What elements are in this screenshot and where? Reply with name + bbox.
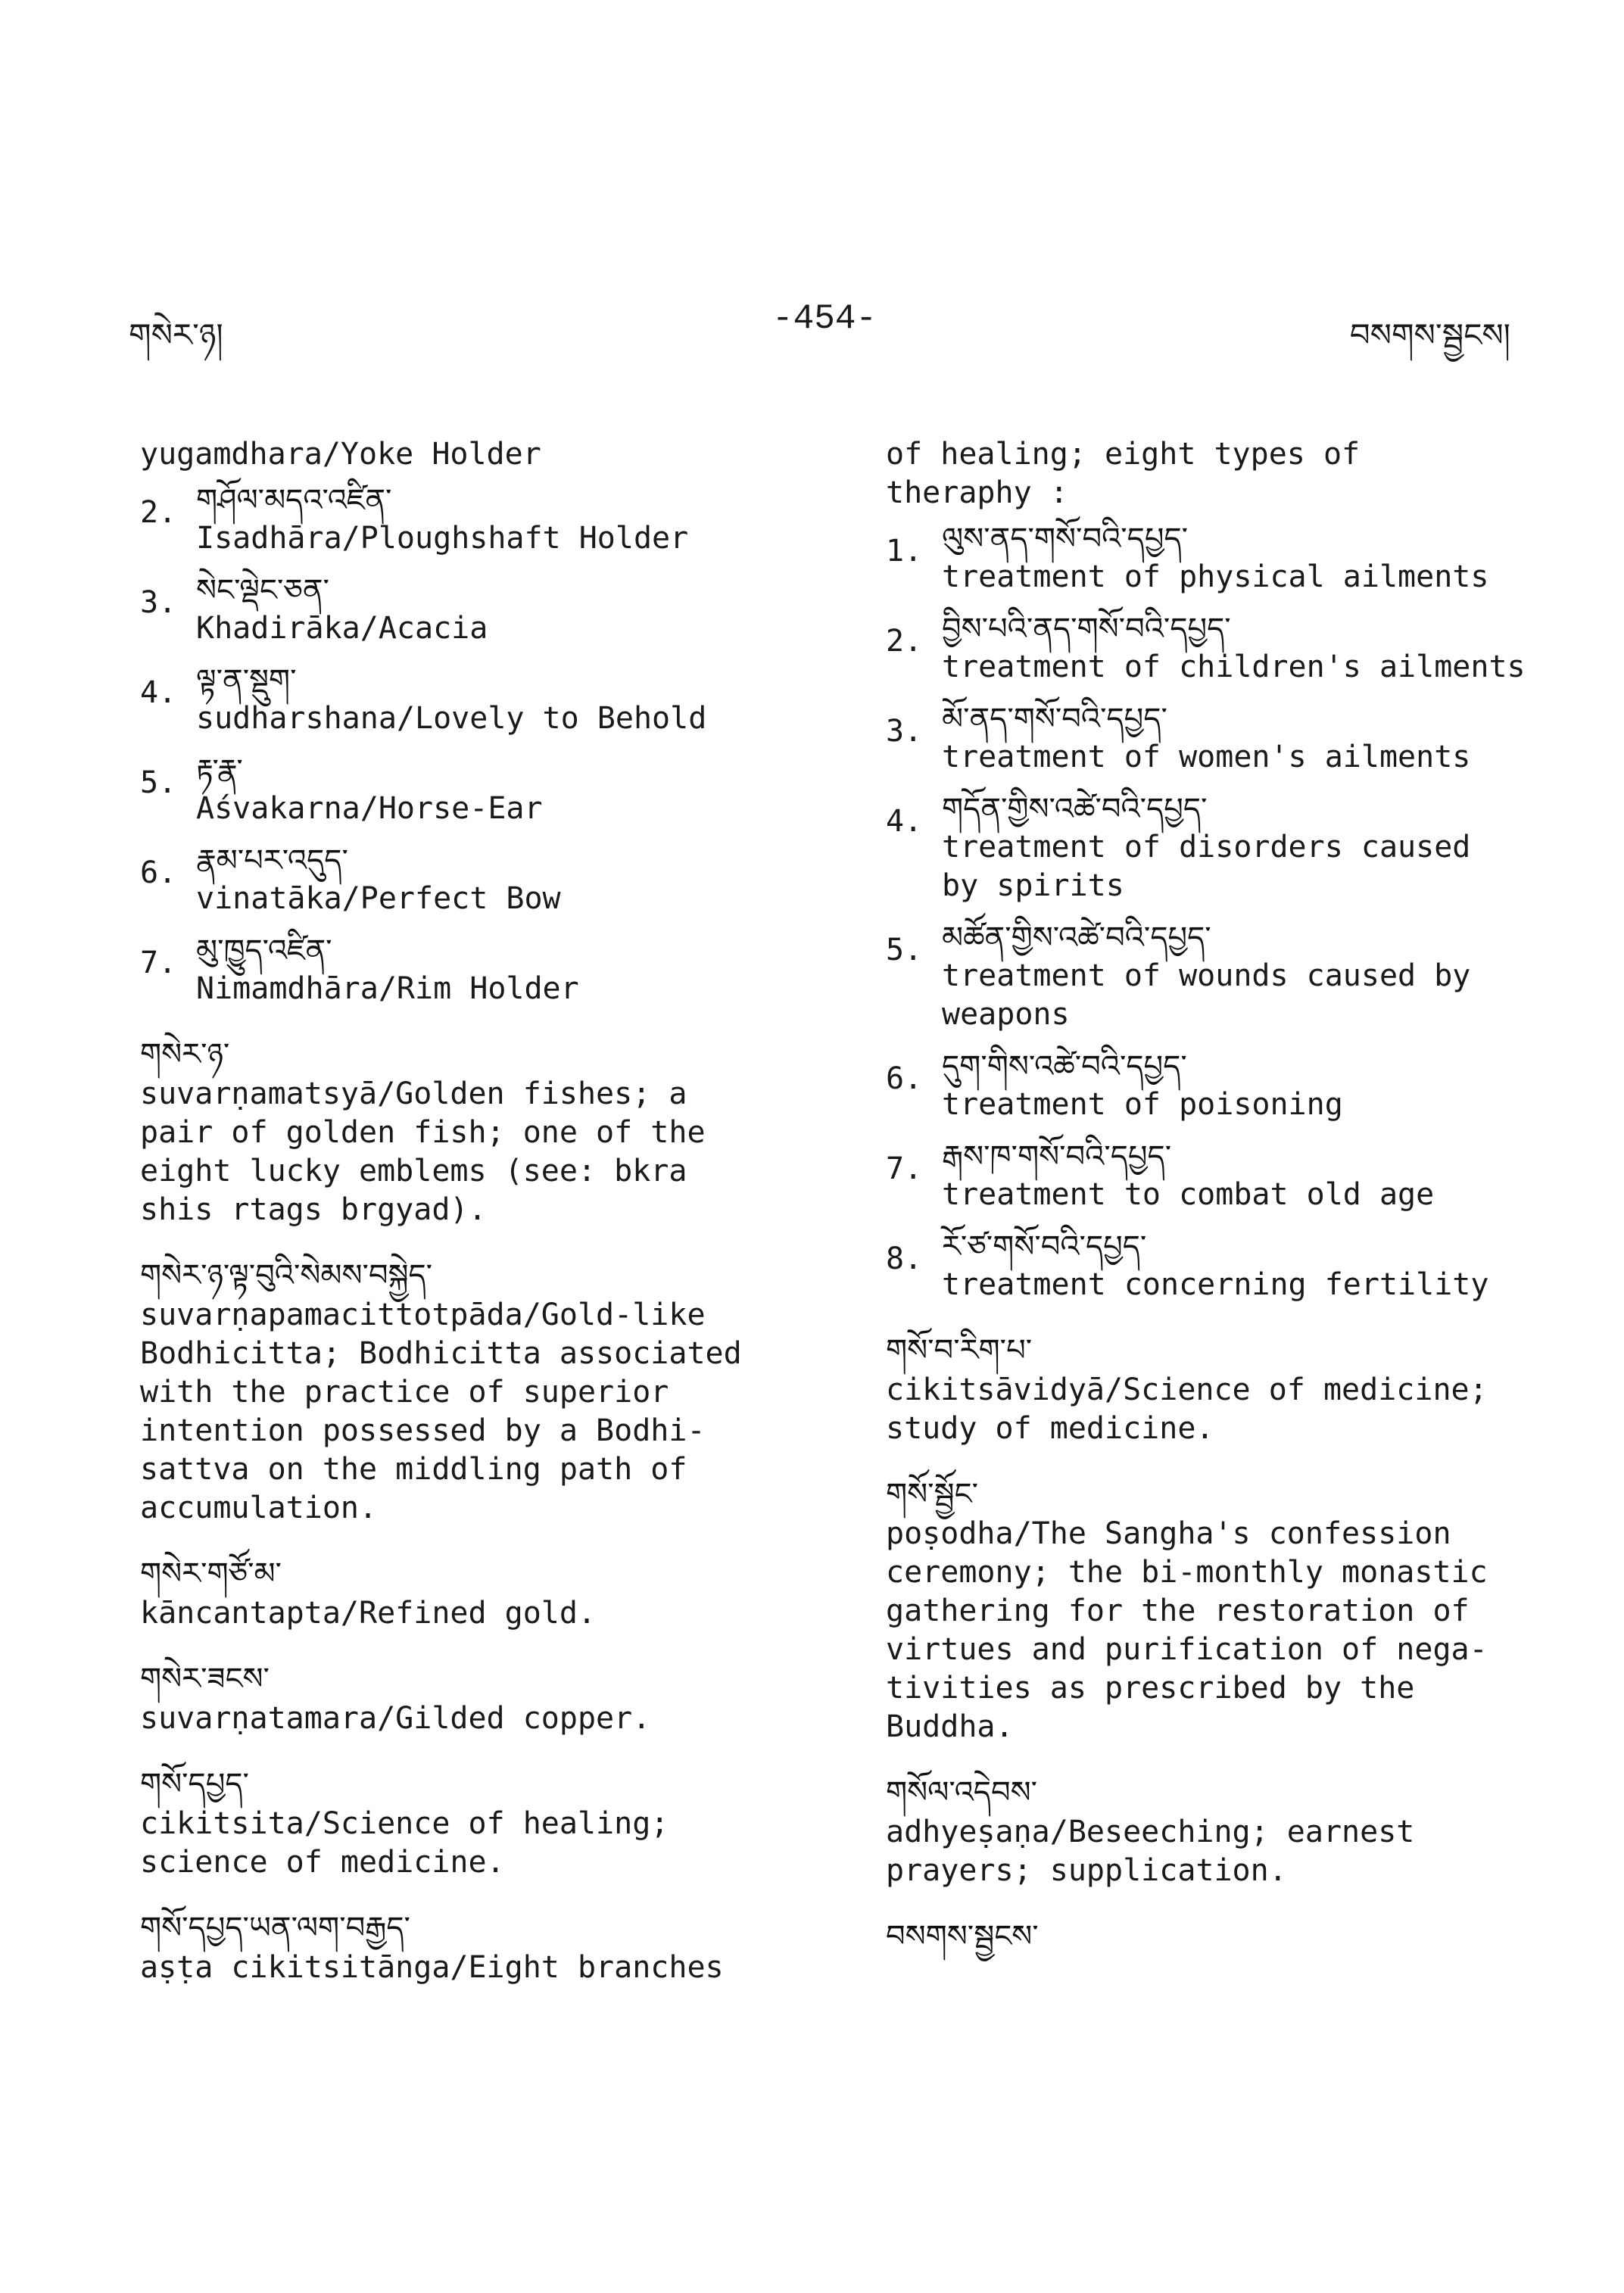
- header-right-term: བསགས་སྦྱངས།: [1349, 316, 1510, 354]
- list-item: [886, 919, 1567, 1034]
- definition: treatment concerning fertility: [942, 1267, 1489, 1302]
- dictionary-entry: [140, 1659, 806, 1738]
- tibetan-term: གསེར་གཙོ་མ་: [140, 1556, 282, 1591]
- dictionary-entry: [140, 1034, 806, 1229]
- item-number: 6.: [886, 1061, 923, 1096]
- dictionary-entry: [886, 1916, 1567, 1957]
- definition: treatment of physical ailments: [942, 559, 1489, 594]
- tibetan-term: བསགས་སྦྱངས་: [886, 1919, 1039, 1954]
- item-number: 5.: [140, 765, 177, 800]
- definition: Khadirāka/Acacia: [196, 611, 488, 646]
- tibetan-term: གསོ་སྦྱོང་: [886, 1477, 979, 1512]
- dictionary-entry: [140, 1553, 806, 1633]
- list-item: [886, 1048, 1567, 1124]
- tibetan-term: གདོན་གྱིས་འཚེ་བའི་དཔྱད་: [942, 792, 1208, 827]
- definition: Isadhāra/Ploughshaft Holder: [196, 521, 689, 556]
- list-item: [140, 662, 806, 738]
- definition: aṣṭa cikitsitānga/Eight branches: [140, 1950, 724, 1985]
- tibetan-term: གསེར་ཉ་ལྟ་བུའི་སེམས་བསྐྱེད་: [140, 1258, 433, 1293]
- definition: cikitsita/Science of healing; science of medicine.: [140, 1806, 669, 1880]
- continuation-text: yugamdhara/Yoke Holder: [140, 437, 541, 472]
- definition: treatment to combat old age: [942, 1177, 1435, 1212]
- definition: vinatāka/Perfect Bow: [196, 881, 561, 916]
- list-item: [140, 481, 806, 558]
- definition: treatment of children's ailments: [942, 650, 1526, 684]
- item-number: 3.: [140, 585, 177, 620]
- tibetan-term: མུ་ཁྱུད་འཛིན་: [196, 933, 332, 968]
- definition: treatment of disorders caused by spirits: [942, 830, 1471, 903]
- definition: suvarṇatamara/Gilded copper.: [140, 1701, 651, 1736]
- tibetan-term: བྱིས་པའི་ནད་གསོ་བའི་དཔྱད་: [942, 612, 1231, 646]
- tibetan-term: རོ་ཙ་གསོ་བའི་དཔྱད་: [942, 1229, 1147, 1264]
- list-item: [886, 1138, 1567, 1214]
- definition: Aśvakarna/Horse-Ear: [196, 791, 543, 826]
- list-item: [140, 752, 806, 828]
- definition: cikitsāvidyā/Science of medicine; study of medicine.: [886, 1372, 1488, 1446]
- continuation-text: of healing; eight types of theraphy :: [886, 437, 1361, 510]
- dictionary-entry: [140, 1255, 806, 1528]
- tibetan-term: གསོ་བ་རིག་པ་: [886, 1333, 1033, 1368]
- item-number: 2.: [886, 624, 923, 659]
- item-number: 6.: [140, 855, 177, 890]
- list-item: [886, 790, 1567, 905]
- left-column: [140, 435, 806, 2013]
- tibetan-term: རྟ་རྣ་: [196, 753, 243, 788]
- item-number: 7.: [140, 946, 177, 980]
- list-item: [886, 610, 1567, 687]
- definition: poṣodha/The Sangha's confession ceremony; the bi-monthly monastic gathering for the restoration of virtues and purification of nega- tivities as prescribed by the Buddha.: [886, 1516, 1488, 1744]
- tibetan-term: གསོལ་འདེབས་: [886, 1775, 1037, 1810]
- definition: Nimamdhāra/Rim Holder: [196, 971, 579, 1006]
- definition: treatment of women's ailments: [942, 740, 1471, 774]
- header-left-term: གསེར་ཉ།: [129, 316, 223, 354]
- list-item: [140, 572, 806, 648]
- tibetan-term: གསོ་དཔྱད་ཡན་ལག་བརྒྱད་: [140, 1911, 410, 1946]
- tibetan-term: གསོ་དཔྱད་: [140, 1767, 249, 1802]
- list-item: [886, 520, 1567, 597]
- dictionary-entry: [140, 1764, 806, 1882]
- list-item: [140, 932, 806, 1008]
- item-number: 2.: [140, 495, 177, 530]
- tibetan-term: གཤོལ་མདའ་འཛིན་: [196, 483, 392, 518]
- item-number: 5.: [886, 933, 923, 967]
- definition: suvarṇapamacittotpāda/Gold-like Bodhicitta; Bodhicitta associated with the practice of superior intention possessed by a Bodhi- sattva on the middling path of accumulation.: [140, 1298, 742, 1525]
- dictionary-entry: [886, 1330, 1567, 1448]
- tibetan-term: དུག་གིས་འཚེ་བའི་དཔྱད་: [942, 1049, 1187, 1084]
- definition: treatment of wounds caused by weapons: [942, 958, 1471, 1032]
- tibetan-term: ལུས་ནད་གསོ་བའི་དཔྱད་: [942, 522, 1189, 556]
- item-number: 1.: [886, 534, 923, 569]
- definition: treatment of poisoning: [942, 1087, 1343, 1122]
- tibetan-term: རྒས་ཁ་གསོ་བའི་དཔྱད་: [942, 1139, 1172, 1174]
- definition: adhyeṣaṇa/Beseeching; earnest prayers; supplication.: [886, 1815, 1415, 1888]
- dictionary-entry: [886, 1772, 1567, 1890]
- item-number: 4.: [886, 804, 923, 839]
- item-number: 4.: [140, 675, 177, 710]
- tibetan-term: སེང་ལྡེང་ཅན་: [196, 573, 329, 608]
- tibetan-term: མོ་ནད་གསོ་བའི་དཔྱད་: [942, 702, 1167, 737]
- tibetan-term: ལྟ་ན་སྡུག་: [196, 663, 297, 698]
- tibetan-term: མཚོན་གྱིས་འཚེ་བའི་དཔྱད་: [942, 921, 1211, 955]
- item-number: 3.: [886, 714, 923, 749]
- item-number: 7.: [886, 1151, 923, 1186]
- tibetan-term: གསེར་ཟངས་: [140, 1662, 270, 1696]
- tibetan-term: གསེར་ཉ་: [140, 1037, 230, 1072]
- dictionary-entry: [140, 1908, 806, 1987]
- item-number: 8.: [886, 1242, 923, 1276]
- definition: suvarṇamatsyā/Golden fishes; a pair of golden fish; one of the eight lucky emblems (see: bkra shis rtags brgyad).: [140, 1076, 706, 1227]
- dictionary-entry: [886, 1474, 1567, 1746]
- list-item: [140, 842, 806, 918]
- right-column: [886, 435, 1567, 1983]
- tibetan-term: རྣམ་པར་འདུད་: [196, 843, 348, 878]
- list-item: [886, 700, 1567, 777]
- definition: sudharshana/Lovely to Behold: [196, 701, 707, 736]
- definition: kāncantapta/Refined gold.: [140, 1596, 597, 1631]
- list-item: [886, 1228, 1567, 1304]
- page-number: -454-: [772, 299, 877, 338]
